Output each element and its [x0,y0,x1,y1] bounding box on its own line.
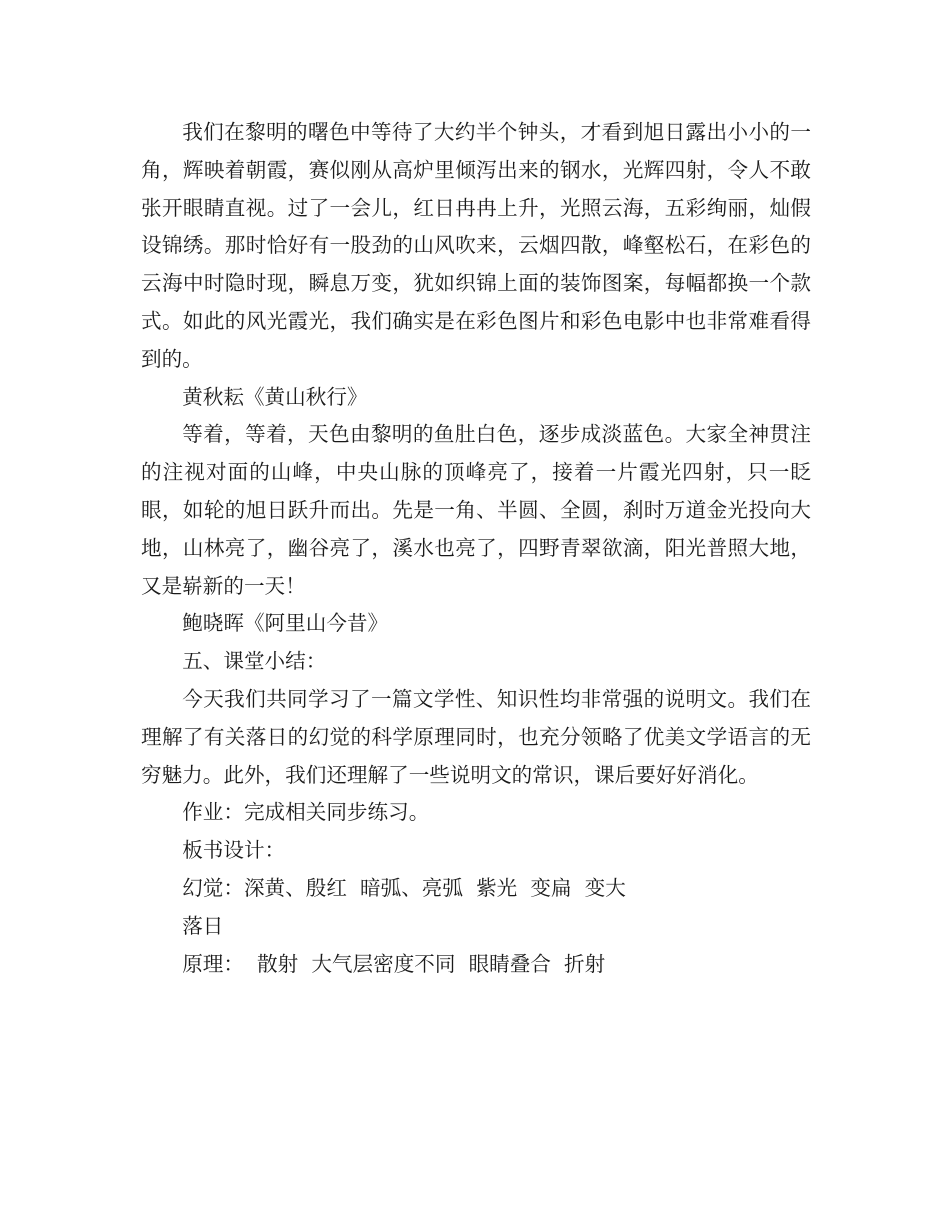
paragraph-summary: 今天我们共同学习了一篇文学性、知识性均非常强的说明文。我们在理解了有关落日的幻觉的科学原理同时，也充分领略了优美文学语言的无穷魅力。此外，我们还理解了一些说明文的常识，课后要好好消化。 [141,686,811,787]
board-sunset-line: 落日 [182,913,224,938]
paragraph-alishan-sunrise: 等着，等着，天色由黎明的鱼肚白色，逐步成淡蓝色。大家全神贯注的注视对面的山峰，中央山脉的顶峰亮了，接着一片霞光四射，只一眨眼，如轮的旭日跃升而出。先是一角、半圆、全圆，刹时万道金光投向大地，山林亮了，幽谷亮了，溪水也亮了，四野青翠欲滴，阳光普照大地，又是崭新的一天！ [141,422,811,598]
board-principle-line: 原理： 散射 大气层密度不同 眼睛叠合 折射 [182,951,606,976]
document-body [141,114,811,983]
citation-alishan: 鲍晓晖《阿里山今昔》 [182,611,389,636]
section-heading-summary: 五、课堂小结： [182,649,327,674]
paragraph-huangshan-sunrise: 我们在黎明的曙色中等待了大约半个钟头，才看到旭日露出小小的一角，辉映着朝霞，赛似刚从高炉里倾泻出来的钢水，光辉四射，令人不敢张开眼睛直视。过了一会儿，红日冉冉上升，光照云海，五彩绚丽，灿假设锦绣。那时恰好有一股劲的山风吹来，云烟四散，峰壑松石，在彩色的云海中时隐时现，瞬息万变，犹如织锦上面的装饰图案，每幅都换一个款式。如此的风光霞光，我们确实是在彩色图片和彩色电影中也非常难看得到的。 [141,120,811,371]
board-illusion-line: 幻觉：深黄、殷红 暗弧、亮弧 紫光 变扁 变大 [182,875,626,900]
citation-huangshan: 黄秋耘《黄山秋行》 [182,384,368,409]
board-design-heading: 板书设计： [182,838,286,863]
homework-line: 作业：完成相关同步练习。 [182,800,430,825]
